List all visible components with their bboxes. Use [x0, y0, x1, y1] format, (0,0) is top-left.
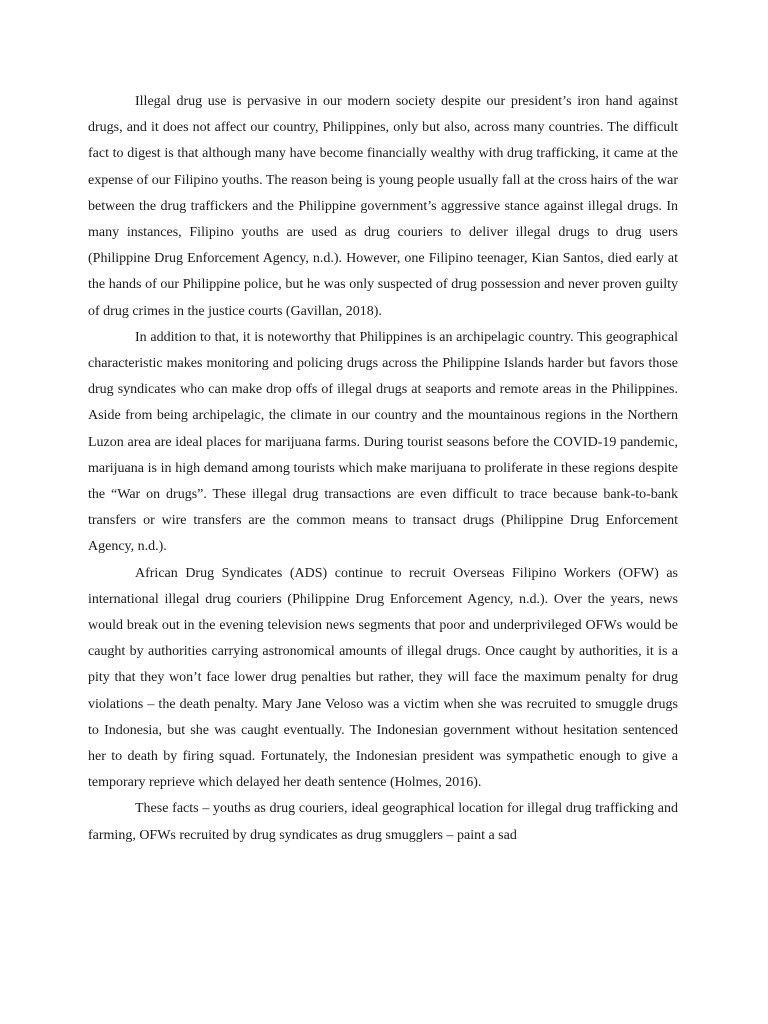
paragraph-4: These facts – youths as drug couriers, ideal geographical location for illegal drug trafficking and farming, OFWs recruited by drug syndicates as drug smugglers – paint a sad	[88, 801, 678, 843]
paragraph-3: African Drug Syndicates (ADS) continue to recruit Overseas Filipino Workers (OFW) as international illegal drug couriers (Philippine Drug Enforcement Agency, n.d.). Over the years, news would break out in the evening television news segments that poor and underprivileged OFWs would be caught by authorities carrying astronomical amounts of illegal drugs. Once caught by authorities, it is a pity that they won’t face lower drug penalties but rather, they will face the maximum penalty for drug violations – the death penalty. Mary Jane Veloso was a victim when she was recruited to smuggle drugs to Indonesia, but she was caught eventually. The Indonesian government without hesitation sentenced her to death by firing squad. Fortunately, the Indonesian president was sympathetic enough to give a temporary reprieve which delayed her death sentence (Holmes, 2016).	[88, 565, 678, 791]
paragraph-1: Illegal drug use is pervasive in our modern society despite our president’s iron hand against drugs, and it does not affect our country, Philippines, only but also, across many countries. The difficult fact to digest is that although many have become financially wealthy with drug trafficking, it came at the expense of our Filipino youths. The reason being is young people usually fall at the cross hairs of the war between the drug traffickers and the Philippine government’s aggressive stance against illegal drugs. In many instances, Filipino youths are used as drug couriers to deliver illegal drugs to drug users (Philippine Drug Enforcement Agency, n.d.). However, one Filipino teenager, Kian Santos, died early at the hands of our Philippine police, but he was only suspected of drug possession and never proven guilty of drug crimes in the justice courts (Gavillan, 2018).	[88, 94, 678, 319]
document-body	[88, 89, 678, 849]
paragraph-2: In addition to that, it is noteworthy that Philippines is an archipelagic country. This geographical characteristic makes monitoring and policing drugs across the Philippine Islands harder but favors those drug syndicates who can make drop offs of illegal drugs at seaports and remote areas in the Philippines. Aside from being archipelagic, the climate in our country and the mountainous regions in the Northern Luzon area are ideal places for marijuana farms. During tourist seasons before the COVID-19 pandemic, marijuana is in high demand among tourists which make marijuana to proliferate in these regions despite the “War on drugs”. These illegal drug transactions are even difficult to trace because bank-to-bank transfers or wire transfers are the common means to transact drugs (Philippine Drug Enforcement Agency, n.d.).	[88, 329, 678, 555]
